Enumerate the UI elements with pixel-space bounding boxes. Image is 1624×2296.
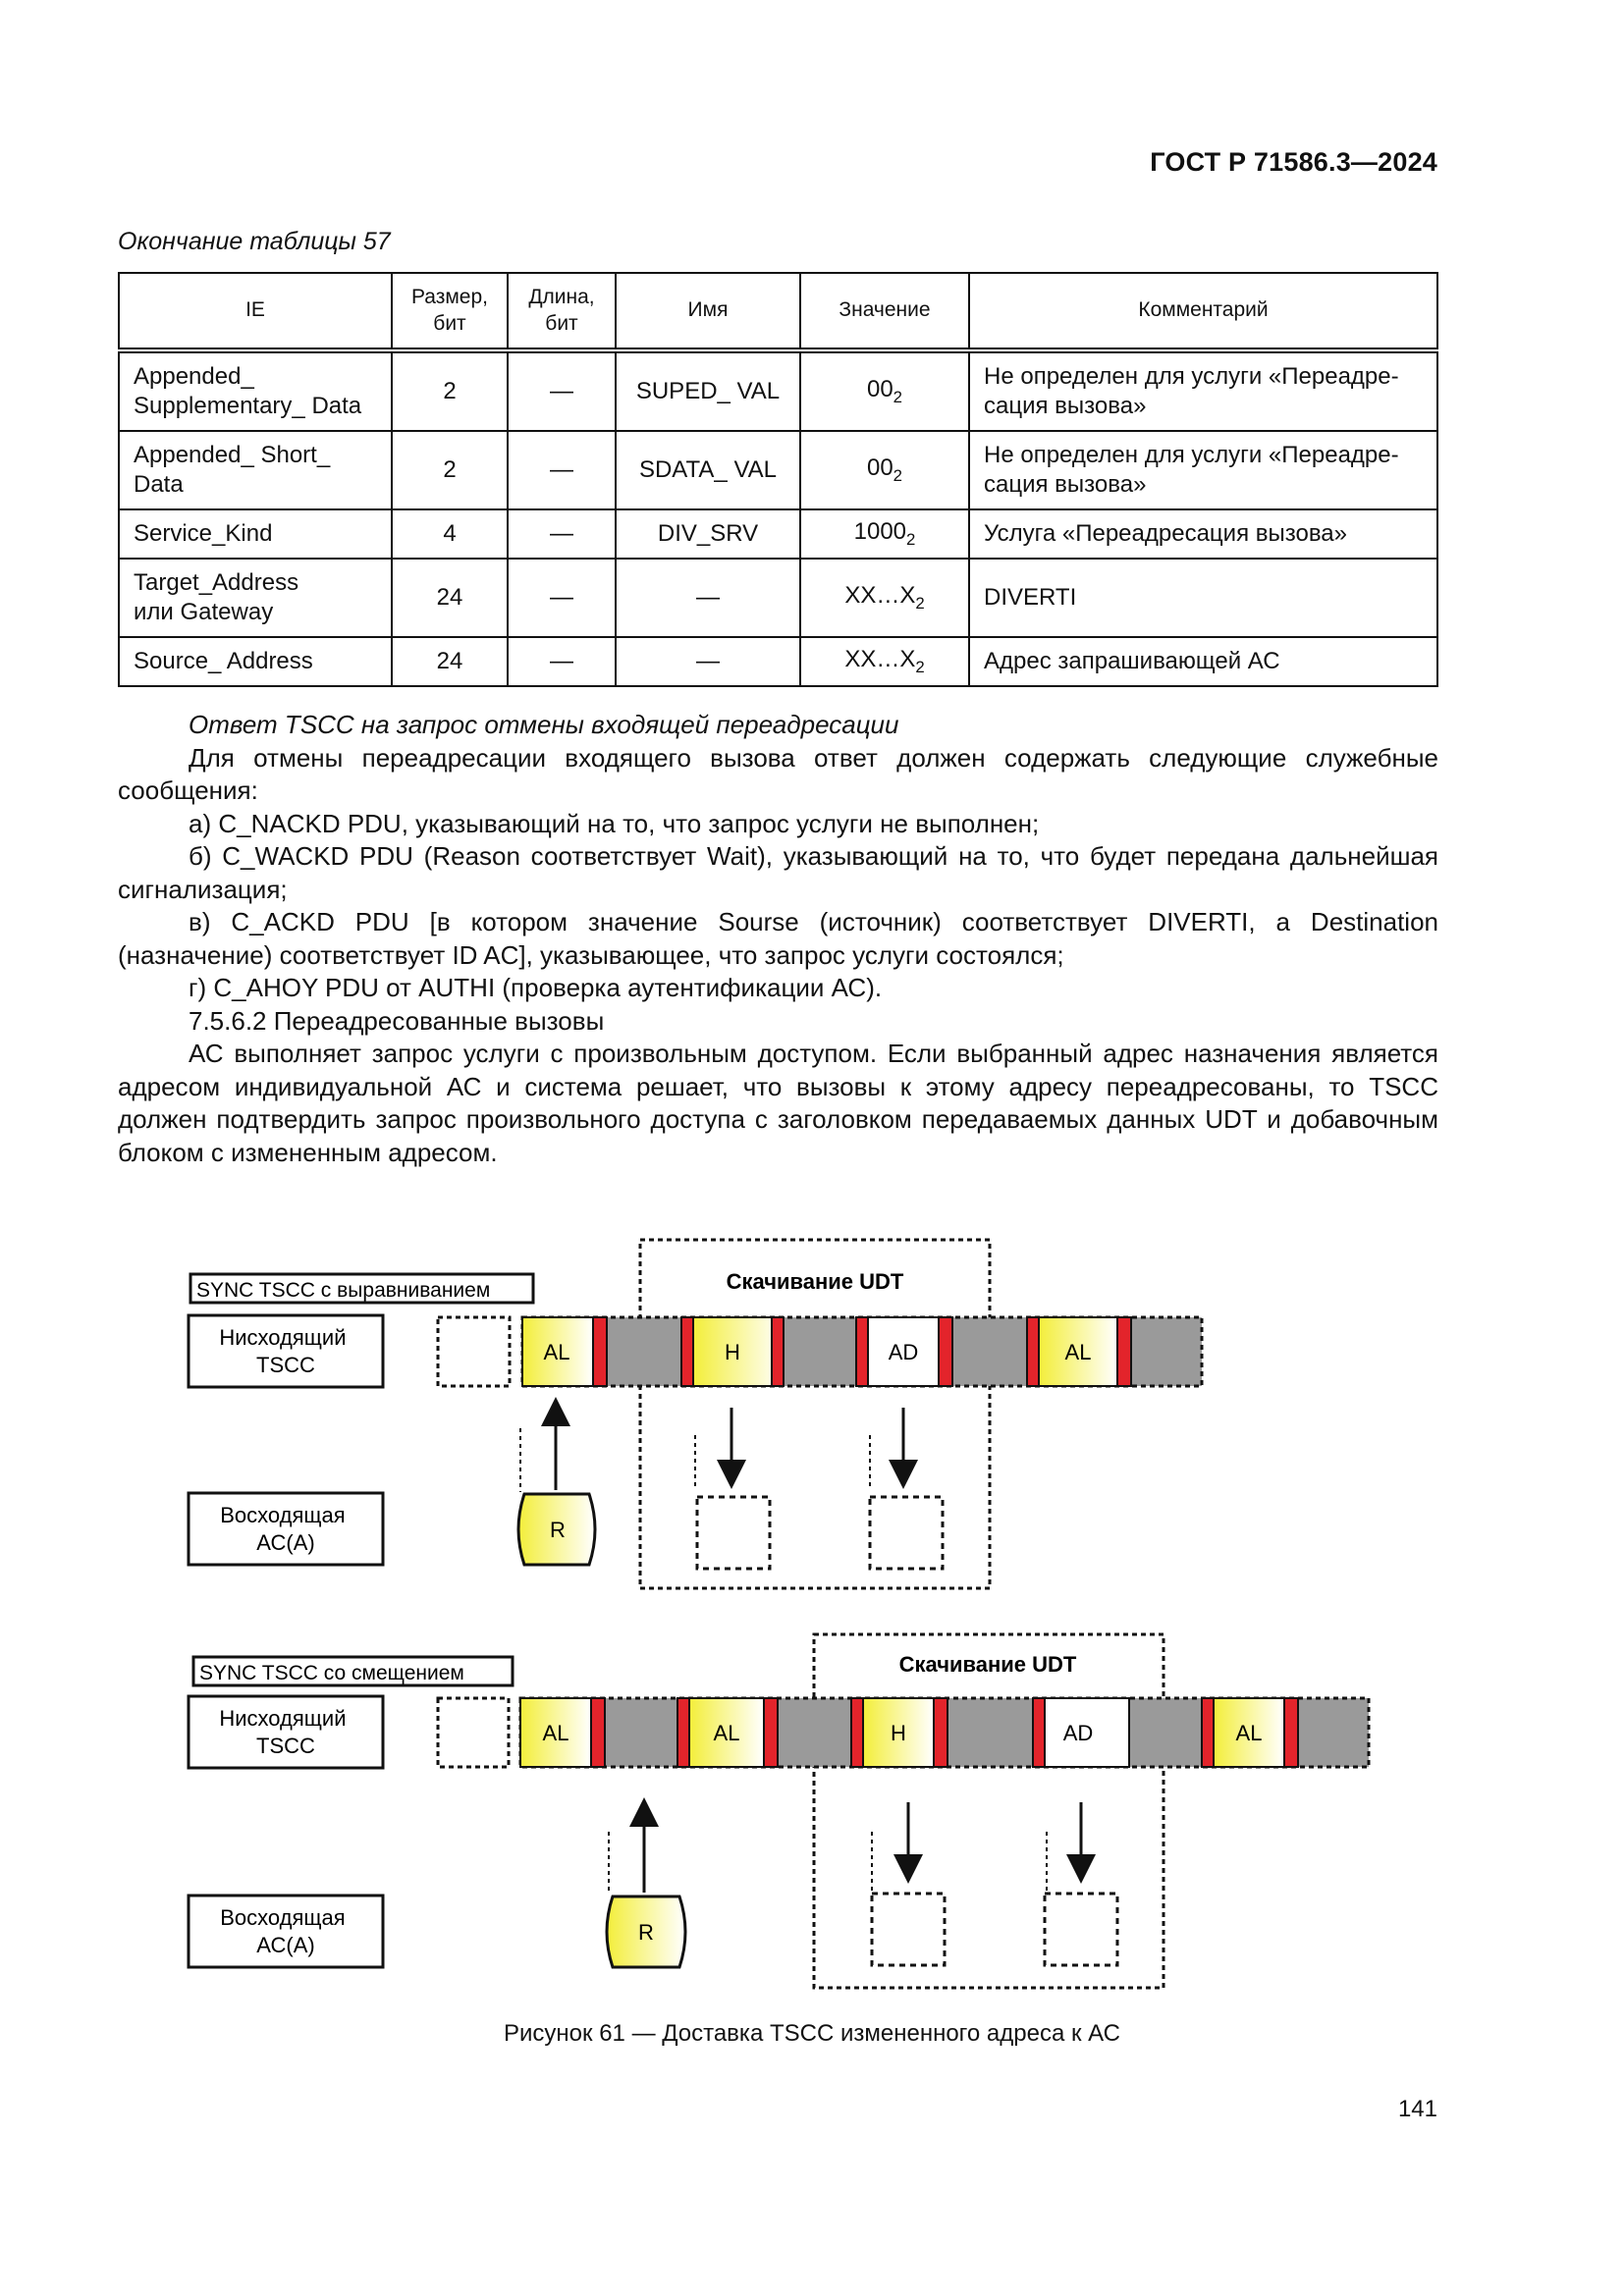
list-item: б) C_WACKD PDU (Reason соответствует Wait), указывающий на то, что будет передана дальнейшая сигнализация; (118, 841, 1438, 904)
col-header-ie: IE (119, 273, 392, 350)
cell-name: DIV_SRV (616, 509, 800, 559)
list-item: г) C_AHOY PDU от AUTHI (проверка аутентификации АС). (189, 973, 883, 1002)
cell-ie: Target_Address или Gateway (119, 559, 392, 637)
uplink-burst-label: R (550, 1518, 566, 1542)
cell-comment: DIVERTI (969, 559, 1437, 637)
cell-name: SUPED_ VAL (616, 350, 800, 431)
cell-size: 4 (392, 509, 508, 559)
section-paragraph: АС выполняет запрос услуги с произвольным доступом. Если выбранный адрес назначения является адресом индивидуальной АС и система решает, что вызовы к этому адресу переадресованы, то TSCC должен подтвердить запрос произвольного доступа с заголовком передаваемых данных UDT и добавочным блоком с измененным адресом. (118, 1039, 1438, 1167)
cell-length: — (508, 637, 616, 686)
burst-label: AL (713, 1721, 740, 1745)
udt-slot (1045, 1894, 1117, 1965)
udt-slot (697, 1497, 770, 1569)
section-heading: 7.5.6.2 Переадресованные вызовы (189, 1005, 605, 1036)
diagram-top (189, 1240, 1202, 1588)
burst-red-mark (851, 1698, 863, 1767)
cell-size: 2 (392, 431, 508, 509)
cell-length: — (508, 509, 616, 559)
burst-label: H (725, 1340, 740, 1364)
burst-red-mark (764, 1698, 778, 1767)
cell-name: SDATA_ VAL (616, 431, 800, 509)
cell-length: — (508, 431, 616, 509)
burst-red-mark (939, 1317, 952, 1386)
burst-red-mark (1027, 1317, 1039, 1386)
cell-value: $00_2$ (800, 431, 969, 509)
cell-ie: Appended_ Supplementary_ Data (119, 350, 392, 431)
burst-red-mark (593, 1317, 607, 1386)
burst-red-mark (856, 1317, 868, 1386)
cell-comment: Адрес запрашивающей АС (969, 637, 1437, 686)
burst-label: AD (1062, 1721, 1094, 1745)
burst-red-mark (591, 1698, 605, 1767)
burst-label: AL (1235, 1721, 1263, 1745)
download-udt-label: Скачивание UDT (898, 1652, 1077, 1677)
col-header-length: Длина, бит (508, 273, 616, 350)
col-header-value: Значение (800, 273, 969, 350)
sync-label: SYNC TSCC со смещением (199, 1662, 464, 1684)
uplink-label: Восходящая АС(А) (220, 1503, 346, 1555)
burst-red-mark (1033, 1698, 1045, 1767)
col-header-name: Имя (616, 273, 800, 350)
standard-number: ГОСТ Р 71586.3—2024 (1150, 147, 1437, 177)
list-item: а) C_NACKD PDU, указывающий на то, что запрос услуги не выполнен; (189, 808, 1040, 838)
download-udt-label: Скачивание UDT (726, 1269, 904, 1294)
cell-comment: Услуга «Переадресация вызова» (969, 509, 1437, 559)
idle-slot (438, 1317, 510, 1386)
udt-slot (870, 1497, 943, 1569)
cell-value: $00_2$ (800, 350, 969, 431)
subheading: Ответ TSCC на запрос отмены входящей переадресации (189, 710, 899, 739)
downlink-label: Нисходящий TSCC (219, 1706, 347, 1758)
burst-red-mark (1117, 1317, 1131, 1386)
idle-slot (438, 1698, 509, 1767)
figure-caption: Рисунок 61 — Доставка TSCC измененного адреса к АС (504, 2020, 1120, 2047)
cell-value: $XX\dots X_2$ (800, 559, 969, 637)
cell-name: — (616, 637, 800, 686)
uplink-burst-label: R (638, 1920, 654, 1945)
udt-slot (872, 1894, 945, 1965)
burst-red-mark (677, 1698, 689, 1767)
download-udt-frame (814, 1634, 1164, 1988)
burst-label: AL (543, 1340, 570, 1364)
cell-ie: Service_Kind (119, 509, 392, 559)
burst-label: AL (542, 1721, 569, 1745)
burst-red-mark (1202, 1698, 1214, 1767)
cell-name: — (616, 559, 800, 637)
page-number: 141 (1397, 2096, 1437, 2122)
cell-size: 2 (392, 350, 508, 431)
cell-length: — (508, 559, 616, 637)
sync-label: SYNC TSCC с выравниванием (196, 1279, 491, 1302)
col-header-comment: Комментарий (969, 273, 1437, 350)
table-caption: Окончание таблицы 57 (118, 228, 391, 255)
cell-value: $1000_2$ (800, 509, 969, 559)
cell-length: — (508, 350, 616, 431)
cell-ie: Appended_ Short_ Data (119, 431, 392, 509)
cell-ie: Source_ Address (119, 637, 392, 686)
burst-label: AD (888, 1340, 919, 1364)
cell-size: 24 (392, 559, 508, 637)
burst-label: AL (1064, 1340, 1092, 1364)
intro-paragraph: Для отмены переадресации входящего вызова ответ должен содержать следующие служебные сообщения: (118, 742, 1438, 805)
list-item: в) C_ACKD PDU [в котором значение Sourse (источник) соответствует DIVERTI, а Destination (назначение) соответствует ID AC], указывающее, что запрос услуги состоялся; (118, 907, 1438, 970)
cell-value: $XX\dots X_2$ (800, 637, 969, 686)
cell-size: 24 (392, 637, 508, 686)
downlink-label: Нисходящий TSCC (219, 1325, 347, 1377)
burst-red-mark (934, 1698, 947, 1767)
burst-label: H (891, 1721, 906, 1745)
cell-comment: Не определен для услуги «Переадре- сация вызова» (969, 350, 1437, 431)
diagram-bottom (189, 1634, 1369, 1988)
burst-red-mark (772, 1317, 784, 1386)
col-header-size: Размер, бит (392, 273, 508, 350)
burst-red-mark (1284, 1698, 1298, 1767)
burst-red-mark (681, 1317, 693, 1386)
uplink-label: Восходящая АС(А) (220, 1905, 346, 1957)
cell-comment: Не определен для услуги «Переадре- сация вызова» (969, 431, 1437, 509)
